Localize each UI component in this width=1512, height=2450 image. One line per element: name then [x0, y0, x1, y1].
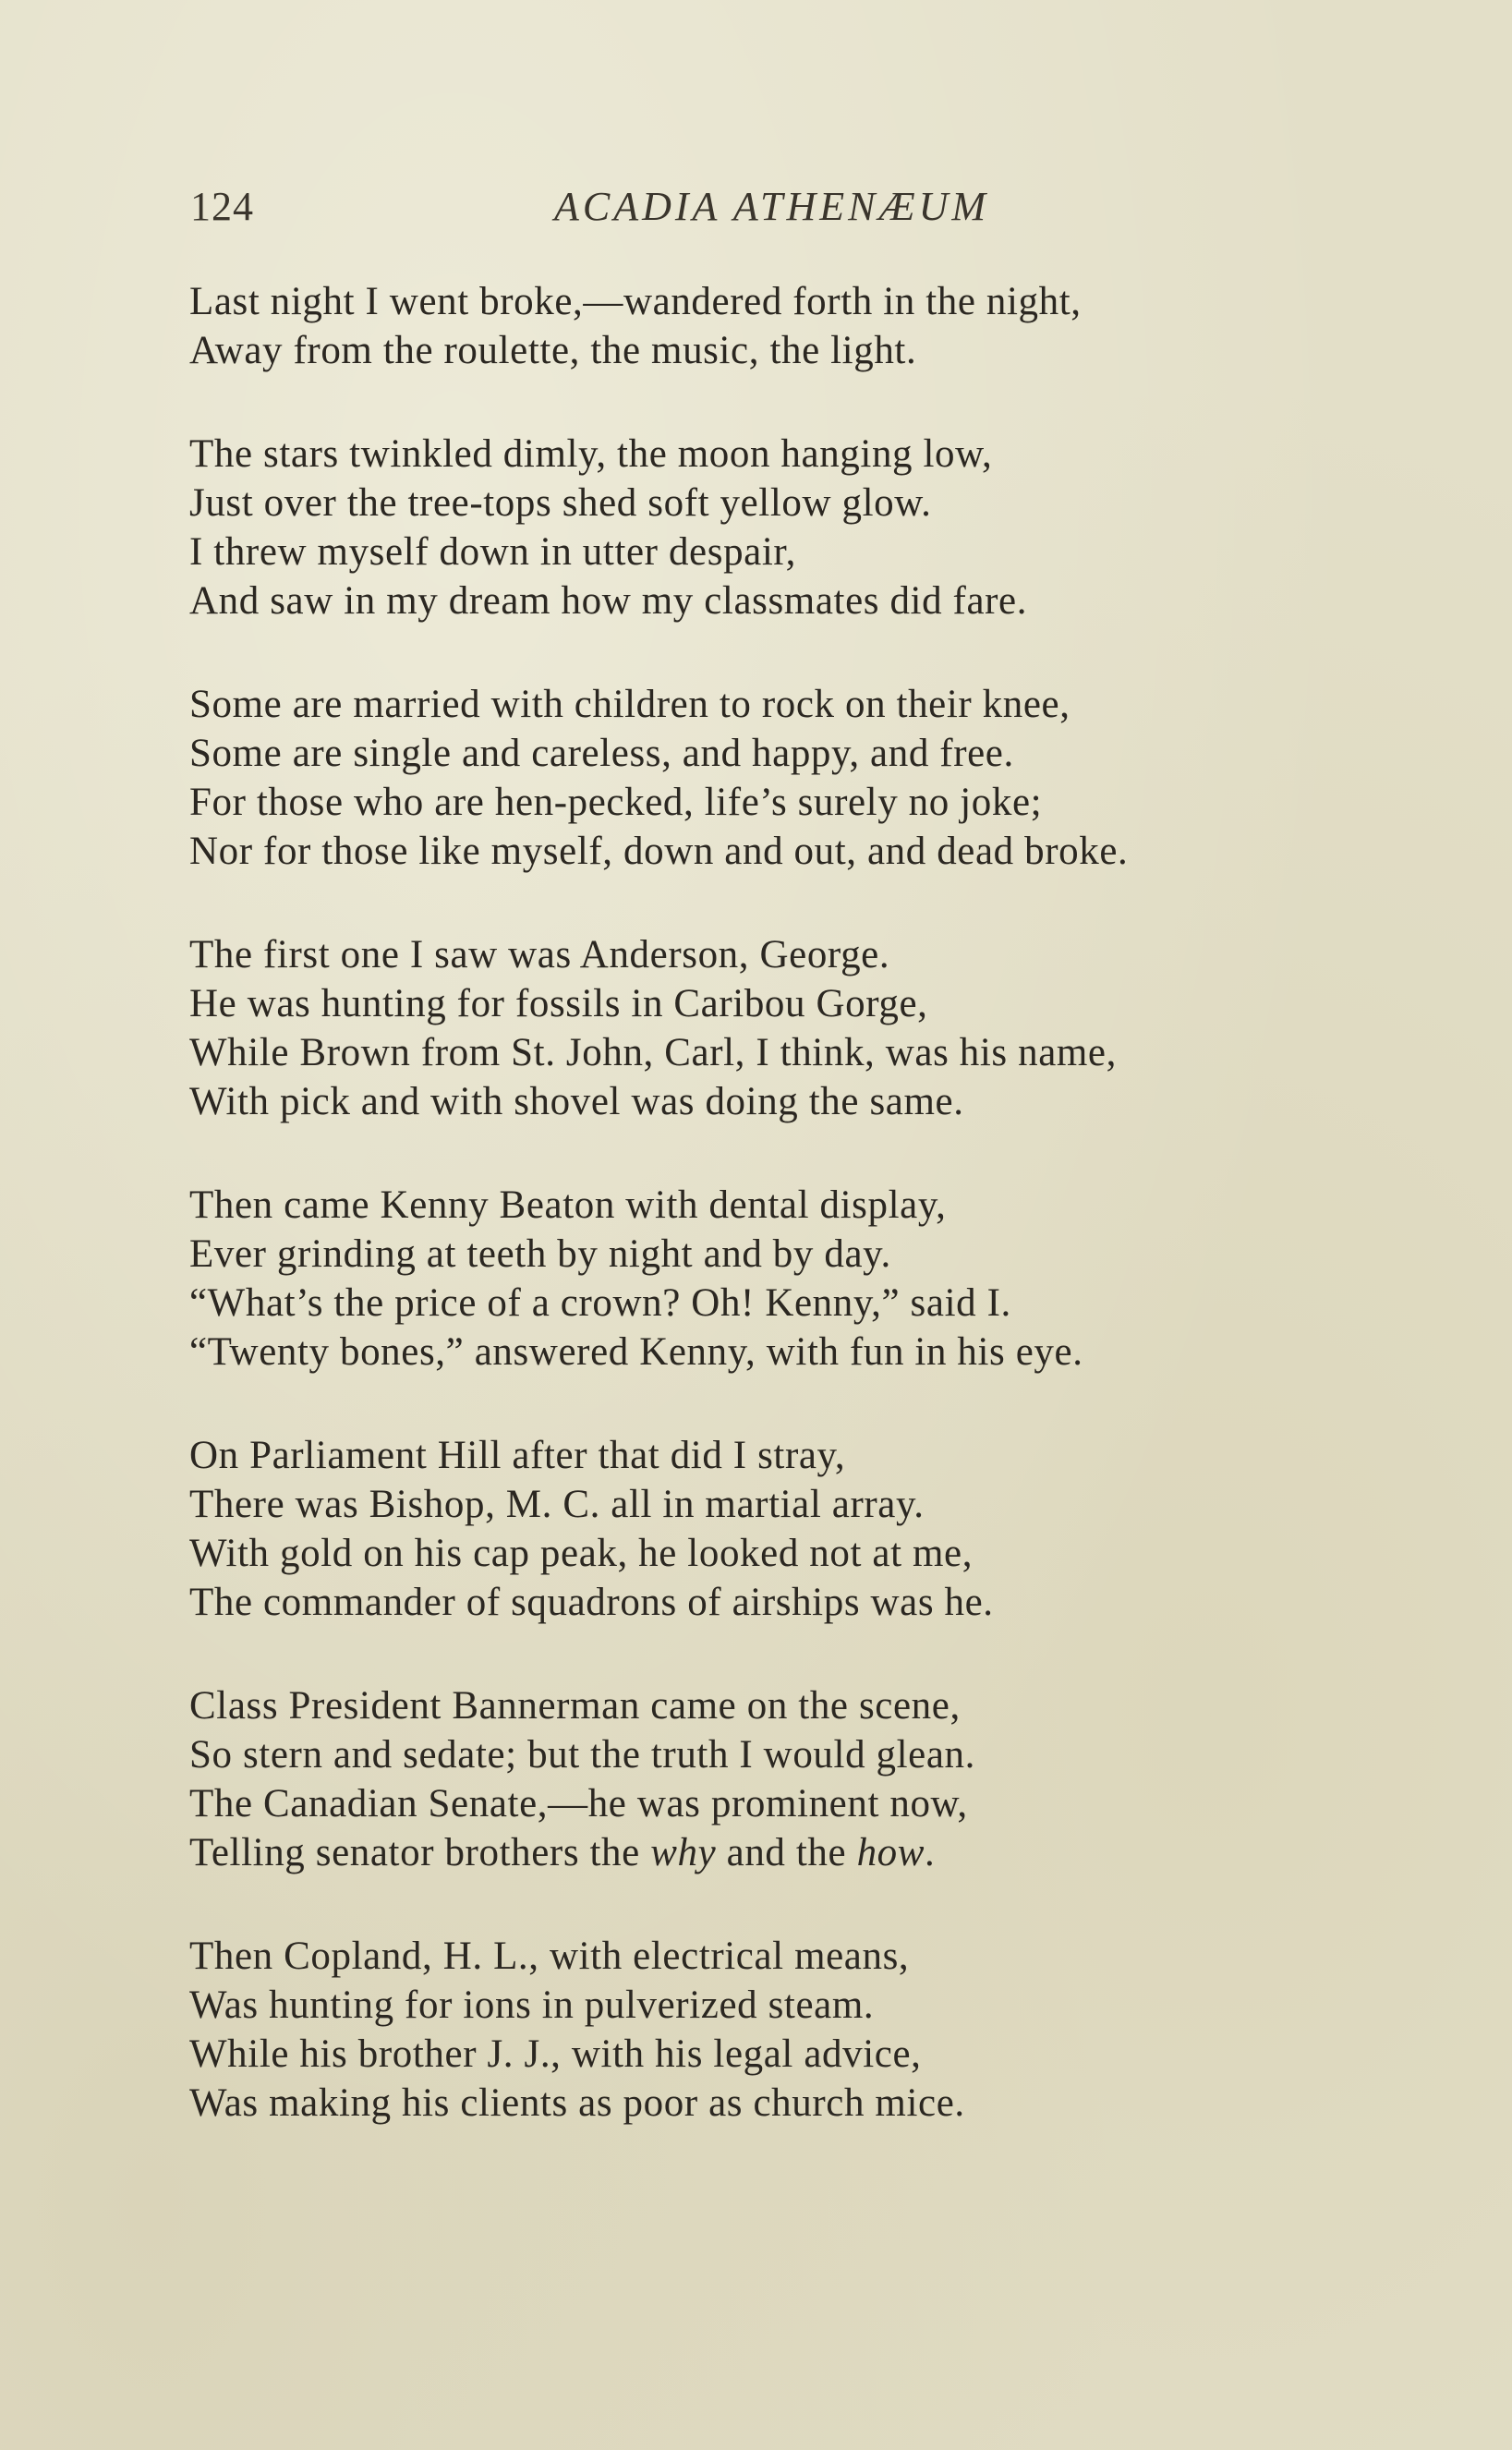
- poem-line: The first one I saw was Anderson, George.: [189, 933, 890, 976]
- poem-line: I threw myself down in utter despair,: [189, 530, 796, 574]
- poem-line: Some are single and careless, and happy, and free.: [189, 732, 1014, 775]
- poem-line: Last night I went broke,—wandered forth in the night,: [189, 280, 1082, 323]
- poem-line: Ever grinding at teeth by night and by day.: [189, 1232, 891, 1276]
- line-text: and the: [716, 1831, 857, 1874]
- poem-line: “Twenty bones,” answered Kenny, with fun in his eye.: [189, 1330, 1083, 1374]
- stanza: [189, 1932, 1390, 2128]
- poem-line: The Canadian Senate,—he was prominent now,: [189, 1782, 968, 1825]
- poem-line: Was hunting for ions in pulverized steam.: [189, 1983, 875, 2027]
- stanza: [189, 930, 1390, 1126]
- poem-line: “What’s the price of a crown? Oh! Kenny,” said I.: [189, 1281, 1011, 1325]
- poem-line: Nor for those like myself, down and out, and dead broke.: [189, 830, 1129, 873]
- emphasized-word: how: [856, 1831, 925, 1874]
- poem-line: So stern and sedate; but the truth I would glean.: [189, 1733, 975, 1777]
- poem-line: Class President Bannerman came on the scene,: [189, 1684, 961, 1728]
- running-title: ACADIA ATHENÆUM: [554, 184, 990, 229]
- poem-line: The commander of squadrons of airships was he.: [189, 1581, 994, 1624]
- poem-line: He was hunting for fossils in Caribou Gorge,: [189, 982, 928, 1025]
- emphasized-word: why: [650, 1831, 717, 1874]
- page-number: 124: [190, 184, 254, 229]
- stanza: [189, 1681, 1390, 1877]
- poem-line: The stars twinkled dimly, the moon hanging low,: [189, 432, 993, 476]
- stanza: [189, 1181, 1390, 1377]
- poem-line: Some are married with children to rock on their knee,: [189, 683, 1070, 726]
- poem-line: While his brother J. J., with his legal advice,: [189, 2032, 922, 2076]
- poem-line: Was making his clients as poor as church mice.: [189, 2081, 965, 2125]
- poem-line: Just over the tree-tops shed soft yellow glow.: [189, 481, 932, 525]
- stanza: [189, 430, 1390, 625]
- poem-line: And saw in my dream how my classmates did fare.: [189, 579, 1028, 623]
- poem-line: While Brown from St. John, Carl, I think, was his name,: [189, 1031, 1117, 1074]
- poem-line: With pick and with shovel was doing the same.: [189, 1080, 964, 1123]
- poem-line: With gold on his cap peak, he looked not at me,: [189, 1532, 974, 1575]
- line-text: .: [925, 1831, 936, 1874]
- poem-line: Away from the roulette, the music, the light.: [189, 329, 917, 372]
- poem-line: For those who are hen-pecked, life’s surely no joke;: [189, 781, 1043, 824]
- stanza: [189, 1431, 1390, 1627]
- poem: [189, 277, 1390, 2182]
- stanza: [189, 680, 1390, 876]
- line-text: Telling senator brothers the: [189, 1831, 651, 1874]
- poem-line: Then Copland, H. L., with electrical means,: [189, 1935, 910, 1978]
- poem-line: On Parliament Hill after that did I stray,: [189, 1434, 846, 1477]
- poem-line: Then came Kenny Beaton with dental display,: [189, 1183, 947, 1227]
- stanza: [189, 277, 1390, 375]
- poem-line: There was Bishop, M. C. all in martial array.: [189, 1483, 925, 1526]
- poem-line: [189, 1828, 1390, 1877]
